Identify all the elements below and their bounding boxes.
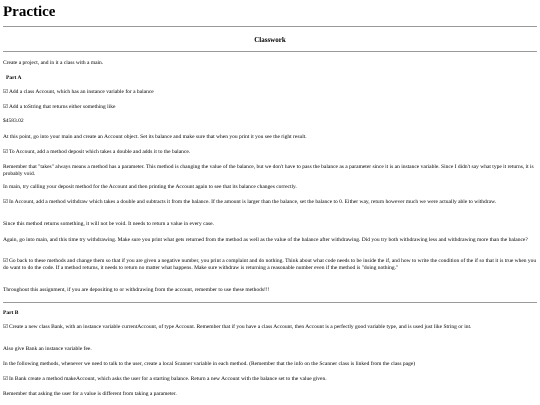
paragraph-a3: At this point, go into your main and create an Account object. Set its balance and make sure that when you print it you see the right result. <box>3 134 307 140</box>
task-a2-text: Add a toString that returns either something like <box>8 104 116 110</box>
task-a10 <box>3 258 537 271</box>
task-b4-text: In Bank create a method makeAccount, which asks the user for a starting balance. Return a new Account with the balance set to the value given. <box>8 376 327 382</box>
task-a7-text: In Account, add a method withdraw which takes a double and subtracts it from the balance. If the amount is larger than the balance, set the balance to 0. Either way, return however much we were actually able to withdraw. <box>8 199 497 205</box>
part-b-divider <box>3 302 537 303</box>
paragraph-a6: In main, try calling your deposit method for the Account and then printing the Account again to see that its balance changes correctly. <box>3 184 297 190</box>
checkbox-icon: ☑ <box>3 258 8 264</box>
task-a7 <box>3 199 537 206</box>
task-a10-text: Go back to these methods and change them so that if you are given a negative number, you print a complaint and do nothing. Think about what code needs to be inside the if, and how to write the condition of the if so that it is true when you do want to do the code. If a method returns, it needs to return no matter what happens. Make sure withdraw is returning a reasonable number even if the method is "doing nothing." <box>3 258 537 271</box>
task-a4-text: To Account, add a method deposit which takes a double and adds it to the balance. <box>8 149 191 155</box>
money-example: $4583.02 <box>3 118 24 124</box>
task-b1-text: Create a new class Bank, with an instance variable currentAccount, of type Account. Remember that if you have a class Account, then Account is a perfectly good variable type, and is used just like String or int. <box>8 324 472 330</box>
checkbox-icon: ☑ <box>3 376 8 382</box>
title-divider <box>3 26 537 27</box>
paragraph-b2: Also give Bank an instance variable fee. <box>3 346 92 352</box>
task-b4 <box>3 376 537 383</box>
paragraph-b3: In the following methods, whenever we need to talk to the user, create a local Scanner variable in each method. (Remember that the info on the Scanner class is linked from the class page) <box>3 361 416 367</box>
part-a-label: Part A <box>6 75 22 81</box>
paragraph-a5: Remember that "takes" always means a method has a parameter. This method is changing the value of the balance, but we don't have to pass the balance as a parameter since it is an instance variable. Since I didn't say what type it returns, it is probably void. <box>3 164 534 177</box>
paragraph-a8: Since this method returns something, it will not be void. It needs to return a value in every case. <box>3 221 214 227</box>
paragraph-a11: Throughout this assignment, if you are depositing to or withdrawing from the account, remember to use these methods!!! <box>3 287 270 293</box>
page-title: Practice <box>3 4 56 20</box>
task-b1 <box>3 324 537 331</box>
checkbox-icon: ☑ <box>3 149 8 155</box>
task-a1-text: Add a class Account, which has an instance variable for a balance <box>8 89 154 95</box>
checkbox-icon: ☑ <box>3 104 8 110</box>
section-heading: Classwork <box>254 36 286 44</box>
section-divider <box>3 51 537 52</box>
checkbox-icon: ☑ <box>3 324 8 330</box>
task-a2 <box>3 104 537 111</box>
task-a1 <box>3 89 537 96</box>
checkbox-icon: ☑ <box>3 199 8 205</box>
paragraph-a9: Again, go into main, and this time try withdrawing. Make sure you print what gets returned from the method as well as the value of the balance after withdrawing. Did you try both withdrawing less and withdrawing more than the balance? <box>3 237 528 243</box>
paragraph-b5: Remember that asking the user for a value is different from taking a parameter. <box>3 391 177 397</box>
checkbox-icon: ☑ <box>3 89 8 95</box>
part-b-label: Part B <box>3 310 19 316</box>
intro-text: Create a project, and in it a class with a main. <box>3 60 104 66</box>
task-a4 <box>3 149 537 156</box>
